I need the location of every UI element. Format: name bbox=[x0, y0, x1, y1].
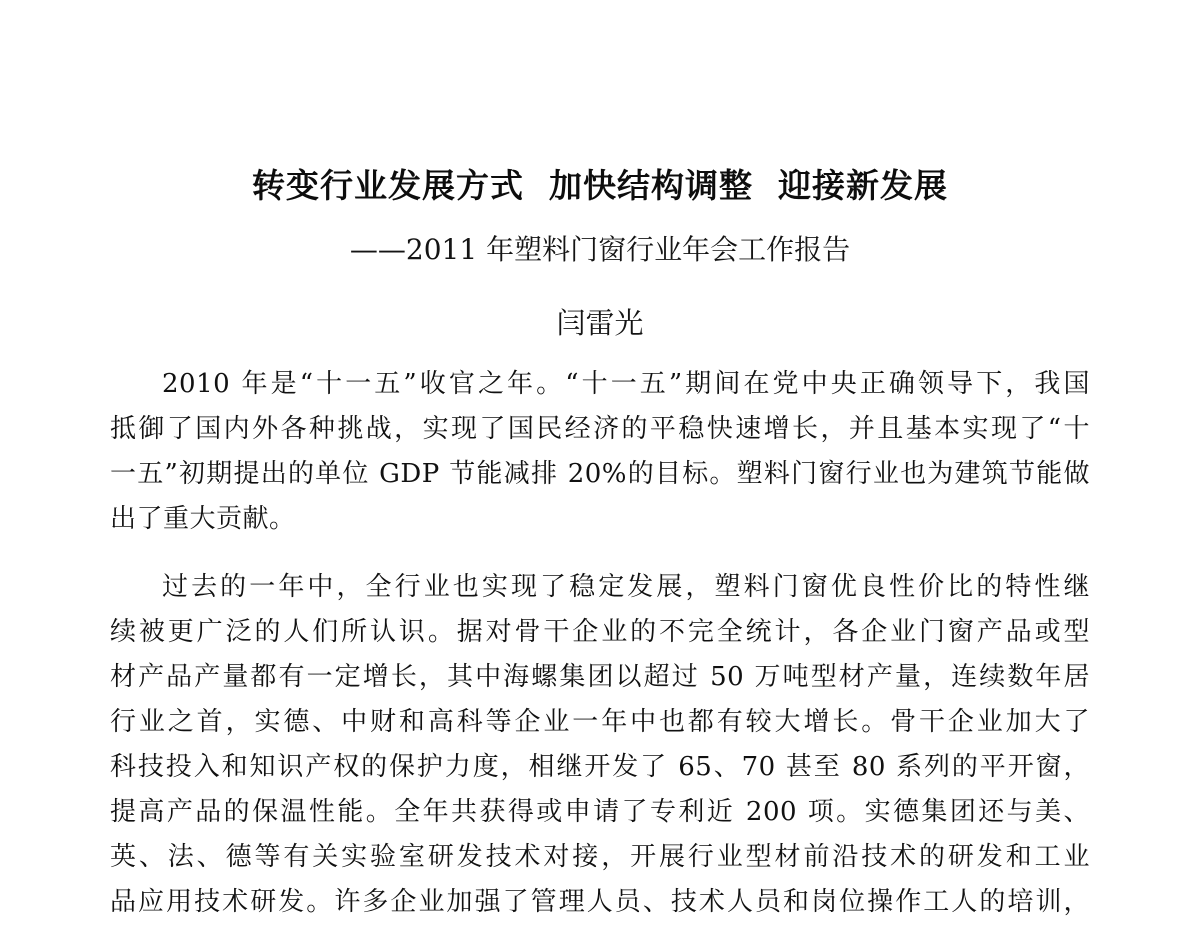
paragraph-1 bbox=[110, 362, 1090, 542]
paragraph-line: 出了重大贡献。 bbox=[110, 504, 296, 534]
paragraph-line: 一五”初期提出的单位 GDP 节能减排 20%的目标。塑料门窗行业也为建筑节能做 bbox=[110, 459, 1090, 489]
paragraph-line: 续被更广泛的人们所认识。据对骨干企业的不完全统计，各企业门窗产品或型 bbox=[110, 617, 1090, 647]
paragraph-line: 品应用技术研发。许多企业加强了管理人员、技术人员和岗位操作工人的培训， bbox=[110, 887, 1090, 917]
paragraph-line: 抵御了国内外各种挑战，实现了国民经济的平稳快速增长，并且基本实现了“十 bbox=[110, 414, 1090, 444]
paragraph-2 bbox=[110, 565, 1090, 925]
report-title: 转变行业发展方式 加快结构调整 迎接新发展 bbox=[252, 166, 948, 205]
paragraph-line: 科技投入和知识产权的保护力度，相继开发了 65、70 甚至 80 系列的平开窗， bbox=[110, 752, 1090, 782]
paragraph-line: 提高产品的保温性能。全年共获得或申请了专利近 200 项。实德集团还与美、 bbox=[110, 797, 1090, 827]
paragraph-line: 过去的一年中，全行业也实现了稳定发展，塑料门窗优良性价比的特性继 bbox=[162, 572, 1090, 602]
paragraph-line: 材产品产量都有一定增长，其中海螺集团以超过 50 万吨型材产量，连续数年居 bbox=[110, 662, 1090, 692]
paragraph-line: 行业之首，实德、中财和高科等企业一年中也都有较大增长。骨干企业加大了 bbox=[110, 707, 1090, 737]
report-subtitle: ——2011 年塑料门窗行业年会工作报告 bbox=[349, 233, 851, 266]
paragraph-line: 2010 年是“十一五”收官之年。“十一五”期间在党中央正确领导下，我国 bbox=[162, 369, 1090, 399]
report-author: 闫雷光 bbox=[556, 306, 644, 340]
paragraph-line: 英、法、德等有关实验室研发技术对接，开展行业型材前沿技术的研发和工业 bbox=[110, 842, 1090, 872]
